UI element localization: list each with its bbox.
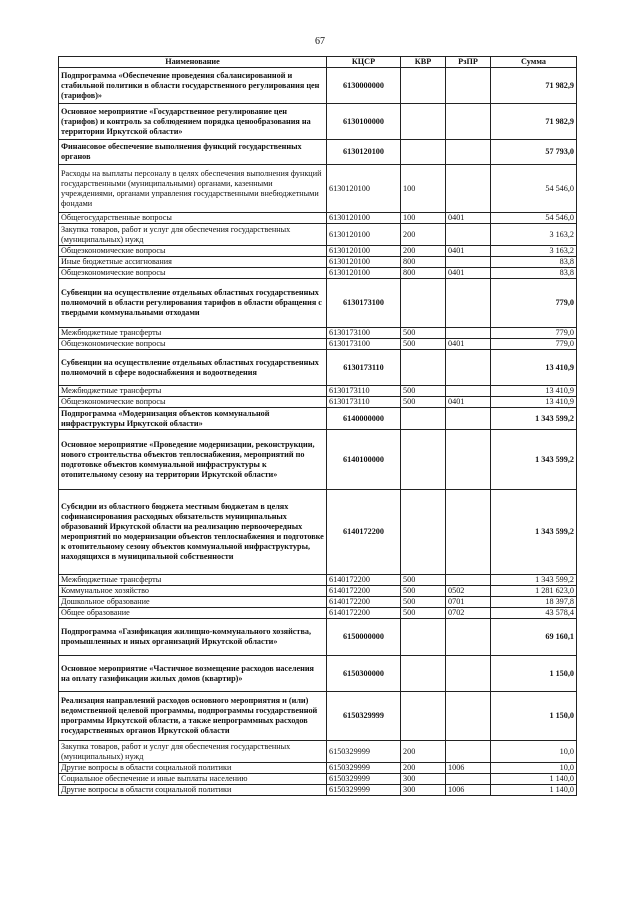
cell-sum: 54 546,0 [491, 213, 577, 224]
cell-rzpr [446, 619, 491, 656]
cell-kvr: 500 [401, 386, 446, 397]
table-row [59, 656, 577, 692]
table-row [59, 104, 577, 140]
cell-rzpr: 0401 [446, 246, 491, 257]
cell-rzpr [446, 279, 491, 328]
cell-sum: 1 140,0 [491, 785, 577, 796]
table-row [59, 763, 577, 774]
cell-sum: 13 410,9 [491, 350, 577, 386]
cell-sum: 69 160,1 [491, 619, 577, 656]
cell-kvr [401, 490, 446, 575]
cell-kvr [401, 140, 446, 165]
cell-sum: 1 343 599,2 [491, 490, 577, 575]
cell-name: Субвенции на осуществление отдельных областных государственных полномочий в сфере водоснабжения и водоотведения [59, 350, 327, 386]
cell-kvr: 800 [401, 257, 446, 268]
cell-kvr: 500 [401, 397, 446, 408]
cell-name: Общеэкономические вопросы [59, 339, 327, 350]
cell-kcsr: 6130000000 [327, 68, 401, 104]
table-header-row [59, 57, 577, 68]
table-row [59, 785, 577, 796]
cell-rzpr [446, 140, 491, 165]
cell-kcsr: 6150329999 [327, 785, 401, 796]
cell-sum: 71 982,9 [491, 104, 577, 140]
table-row [59, 386, 577, 397]
cell-kcsr: 6130120100 [327, 224, 401, 246]
cell-sum: 83,8 [491, 268, 577, 279]
cell-kcsr: 6130100000 [327, 104, 401, 140]
cell-kvr [401, 408, 446, 430]
cell-kvr: 300 [401, 774, 446, 785]
cell-rzpr [446, 224, 491, 246]
table-row [59, 430, 577, 490]
cell-kcsr: 6130173100 [327, 339, 401, 350]
cell-kvr: 200 [401, 763, 446, 774]
cell-sum: 1 281 623,0 [491, 586, 577, 597]
table-row [59, 140, 577, 165]
cell-sum: 54 546,0 [491, 165, 577, 213]
cell-kvr: 500 [401, 608, 446, 619]
cell-kcsr: 6130173100 [327, 279, 401, 328]
cell-sum: 1 343 599,2 [491, 430, 577, 490]
cell-name: Другие вопросы в области социальной политики [59, 785, 327, 796]
cell-kcsr: 6140100000 [327, 430, 401, 490]
cell-rzpr [446, 386, 491, 397]
cell-kcsr: 6150000000 [327, 619, 401, 656]
cell-name: Основное мероприятие «Проведение модернизации, реконструкции, нового строительства объектов теплоснабжения, мероприятий по подготовке объектов коммунальной инфраструктуры к отопительному сезону на территории Иркутской области» [59, 430, 327, 490]
table-row [59, 257, 577, 268]
cell-name: Дошкольное образование [59, 597, 327, 608]
table-row [59, 586, 577, 597]
budget-table [58, 56, 577, 796]
cell-kcsr: 6130173110 [327, 350, 401, 386]
cell-name: Основное мероприятие «Государственное регулирование цен (тарифов) и контроль за соблюдением порядка ценообразования на территории Иркутской области» [59, 104, 327, 140]
table-row [59, 597, 577, 608]
cell-rzpr [446, 104, 491, 140]
cell-name: Подпрограмма «Газификация жилищно-коммунального хозяйства, промышленных и иных организаций Иркутской области» [59, 619, 327, 656]
cell-kvr: 200 [401, 246, 446, 257]
cell-rzpr: 0401 [446, 397, 491, 408]
cell-kvr: 200 [401, 741, 446, 763]
cell-kcsr: 6140172200 [327, 490, 401, 575]
cell-kcsr: 6140172200 [327, 586, 401, 597]
header-kcsr: КЦСР [327, 57, 401, 68]
cell-name: Субсидии из областного бюджета местным бюджетам в целях софинансирования расходных обязательств муниципальных образований Иркутской области на реализацию первоочередных мероприятий по модернизации объектов теплоснабжения и подготовке к отопительному сезону объектов коммунальной инфраструктуры, находящихся в муниципальной собственности [59, 490, 327, 575]
cell-rzpr [446, 257, 491, 268]
table-row [59, 339, 577, 350]
cell-rzpr [446, 490, 491, 575]
cell-name: Подпрограмма «Модернизация объектов коммунальной инфраструктуры Иркутской области» [59, 408, 327, 430]
cell-kvr: 500 [401, 575, 446, 586]
cell-kcsr: 6130173110 [327, 386, 401, 397]
table-row [59, 490, 577, 575]
cell-rzpr [446, 741, 491, 763]
table-row [59, 741, 577, 763]
table-row [59, 279, 577, 328]
cell-kcsr: 6150300000 [327, 656, 401, 692]
cell-kvr: 500 [401, 328, 446, 339]
cell-sum: 71 982,9 [491, 68, 577, 104]
cell-kvr: 300 [401, 785, 446, 796]
cell-rzpr: 0401 [446, 339, 491, 350]
cell-sum: 10,0 [491, 741, 577, 763]
cell-rzpr: 1006 [446, 785, 491, 796]
cell-kvr [401, 656, 446, 692]
cell-rzpr [446, 774, 491, 785]
cell-kcsr: 6150329999 [327, 692, 401, 741]
page-number: 67 [315, 36, 325, 47]
cell-name: Реализация направлений расходов основного мероприятия и (или) ведомственной целевой программы, подпрограммы государственной программы Иркутской области, а также непрограммных расходов государственных органов Иркутской области [59, 692, 327, 741]
cell-name: Другие вопросы в области социальной политики [59, 763, 327, 774]
cell-sum: 3 163,2 [491, 224, 577, 246]
cell-sum: 779,0 [491, 328, 577, 339]
cell-kvr: 200 [401, 224, 446, 246]
cell-kvr: 100 [401, 165, 446, 213]
cell-kcsr: 6140172200 [327, 597, 401, 608]
cell-sum: 83,8 [491, 257, 577, 268]
cell-rzpr: 0701 [446, 597, 491, 608]
table-row [59, 575, 577, 586]
cell-rzpr [446, 575, 491, 586]
cell-kvr: 500 [401, 586, 446, 597]
table-row [59, 68, 577, 104]
cell-rzpr [446, 68, 491, 104]
cell-rzpr: 0401 [446, 268, 491, 279]
cell-kcsr: 6130173110 [327, 397, 401, 408]
cell-rzpr [446, 165, 491, 213]
cell-name: Закупка товаров, работ и услуг для обеспечения государственных (муниципальных) нужд [59, 741, 327, 763]
table-row [59, 397, 577, 408]
cell-kcsr: 6130120100 [327, 165, 401, 213]
cell-sum: 57 793,0 [491, 140, 577, 165]
table-row [59, 268, 577, 279]
table-row [59, 350, 577, 386]
cell-name: Общеэкономические вопросы [59, 268, 327, 279]
table-row [59, 165, 577, 213]
cell-name: Межбюджетные трансферты [59, 328, 327, 339]
cell-sum: 1 150,0 [491, 656, 577, 692]
cell-name: Общее образование [59, 608, 327, 619]
cell-name: Финансовое обеспечение выполнения функций государственных органов [59, 140, 327, 165]
cell-sum: 18 397,8 [491, 597, 577, 608]
cell-name: Социальное обеспечение и иные выплаты населению [59, 774, 327, 785]
cell-name: Субвенции на осуществление отдельных областных государственных полномочий в области регулирования тарифов в области обращения с твердыми коммунальными отходами [59, 279, 327, 328]
cell-kvr [401, 430, 446, 490]
cell-kcsr: 6130120100 [327, 268, 401, 279]
cell-kvr [401, 692, 446, 741]
cell-name: Общеэкономические вопросы [59, 397, 327, 408]
cell-rzpr: 1006 [446, 763, 491, 774]
cell-rzpr [446, 656, 491, 692]
cell-sum: 13 410,9 [491, 386, 577, 397]
table-row [59, 619, 577, 656]
table-row [59, 608, 577, 619]
cell-name: Расходы на выплаты персоналу в целях обеспечения выполнения функций государственными (муниципальными) органами, казенными учреждениями, органами управления государственными внебюджетными фондами [59, 165, 327, 213]
cell-name: Коммунальное хозяйство [59, 586, 327, 597]
cell-kcsr: 6130120100 [327, 213, 401, 224]
cell-kvr [401, 279, 446, 328]
table-row [59, 692, 577, 741]
cell-name: Подпрограмма «Обеспечение проведения сбалансированной и стабильной политики в области государственного регулирования цен (тарифов)» [59, 68, 327, 104]
header-sum: Сумма [491, 57, 577, 68]
cell-sum: 1 140,0 [491, 774, 577, 785]
cell-kcsr: 6150329999 [327, 774, 401, 785]
cell-kvr: 500 [401, 597, 446, 608]
cell-name: Общеэкономические вопросы [59, 246, 327, 257]
cell-kcsr: 6150329999 [327, 763, 401, 774]
cell-rzpr [446, 430, 491, 490]
header-name: Наименование [59, 57, 327, 68]
cell-sum: 779,0 [491, 339, 577, 350]
cell-rzpr [446, 328, 491, 339]
cell-kvr [401, 68, 446, 104]
header-rzpr: РзПР [446, 57, 491, 68]
table-row [59, 224, 577, 246]
cell-kvr [401, 350, 446, 386]
cell-rzpr: 0702 [446, 608, 491, 619]
cell-sum: 13 410,9 [491, 397, 577, 408]
cell-kcsr: 6130173100 [327, 328, 401, 339]
cell-sum: 1 343 599,2 [491, 408, 577, 430]
cell-rzpr: 0502 [446, 586, 491, 597]
cell-rzpr [446, 350, 491, 386]
cell-kcsr: 6140172200 [327, 608, 401, 619]
cell-kvr: 800 [401, 268, 446, 279]
cell-name: Основное мероприятие «Частичное возмещение расходов населения на оплату газификации жилых домов (квартир)» [59, 656, 327, 692]
cell-kcsr: 6150329999 [327, 741, 401, 763]
header-kvr: КВР [401, 57, 446, 68]
cell-name: Межбюджетные трансферты [59, 386, 327, 397]
table-row [59, 328, 577, 339]
cell-sum: 1 343 599,2 [491, 575, 577, 586]
cell-name: Общегосударственные вопросы [59, 213, 327, 224]
table-row [59, 246, 577, 257]
cell-sum: 779,0 [491, 279, 577, 328]
cell-rzpr [446, 692, 491, 741]
cell-sum: 1 150,0 [491, 692, 577, 741]
table-row [59, 408, 577, 430]
cell-name: Межбюджетные трансферты [59, 575, 327, 586]
cell-kcsr: 6130120100 [327, 257, 401, 268]
cell-sum: 3 163,2 [491, 246, 577, 257]
cell-kvr [401, 619, 446, 656]
cell-name: Закупка товаров, работ и услуг для обеспечения государственных (муниципальных) нужд [59, 224, 327, 246]
cell-kvr [401, 104, 446, 140]
table-row [59, 774, 577, 785]
table-row [59, 213, 577, 224]
cell-kcsr: 6130120100 [327, 140, 401, 165]
cell-sum: 43 578,4 [491, 608, 577, 619]
cell-kvr: 500 [401, 339, 446, 350]
cell-kcsr: 6140172200 [327, 575, 401, 586]
cell-kcsr: 6140000000 [327, 408, 401, 430]
cell-rzpr [446, 408, 491, 430]
cell-kcsr: 6130120100 [327, 246, 401, 257]
cell-kvr: 100 [401, 213, 446, 224]
cell-name: Иные бюджетные ассигнования [59, 257, 327, 268]
cell-rzpr: 0401 [446, 213, 491, 224]
cell-sum: 10,0 [491, 763, 577, 774]
